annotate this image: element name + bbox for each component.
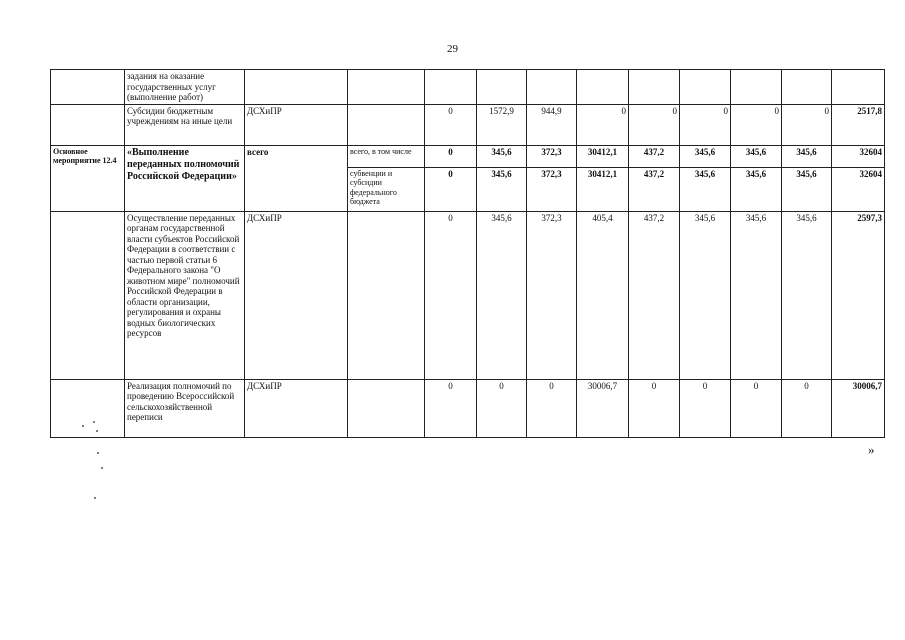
description-cell: задания на оказание государственных услуг (выполнение работ)	[125, 70, 245, 105]
value-cell	[731, 70, 782, 105]
budget-table	[50, 69, 885, 438]
source-cell	[348, 104, 425, 145]
value-cell: 345,6	[680, 211, 731, 379]
value-cell: 372,3	[527, 145, 577, 167]
source-cell	[348, 211, 425, 379]
value-cell: 345,6	[782, 145, 832, 167]
total-cell: 32604	[832, 145, 885, 167]
table-row	[51, 211, 885, 379]
value-cell: 0	[629, 104, 680, 145]
value-cell: 345,6	[680, 167, 731, 211]
value-cell: 345,6	[782, 211, 832, 379]
total-cell: 2597,3	[832, 211, 885, 379]
value-cell: 345,6	[477, 145, 527, 167]
value-cell: 372,3	[527, 211, 577, 379]
executor-cell: ДСХиПР	[245, 104, 348, 145]
value-cell: 372,3	[527, 167, 577, 211]
activity-code-cell: Основное мероприятие 12.4	[51, 145, 125, 211]
value-cell: 0	[680, 104, 731, 145]
value-cell: 0	[731, 379, 782, 437]
scan-speck	[96, 430, 98, 432]
value-cell: 0	[425, 167, 477, 211]
total-cell: 30006,7	[832, 379, 885, 437]
table-row	[51, 145, 885, 167]
value-cell: 0	[629, 379, 680, 437]
source-cell: субвенции и субсидии федерального бюджета	[348, 167, 425, 211]
value-cell: 345,6	[731, 167, 782, 211]
value-cell: 0	[425, 379, 477, 437]
table-row	[51, 379, 885, 437]
value-cell	[782, 70, 832, 105]
description-cell: Осуществление переданных органам государственной власти субъектов Российской Федерации в соответствии с частью первой статьи 6 Федерального закона "О животном мире" полномочий Российской Федерации в области организации, регулирования и охраны водных биологических ресурсов	[125, 211, 245, 379]
scan-speck	[97, 452, 99, 454]
total-cell: 2517,8	[832, 104, 885, 145]
value-cell: 0	[577, 104, 629, 145]
total-cell: 32604	[832, 167, 885, 211]
scan-speck	[101, 467, 103, 469]
table-row	[51, 70, 885, 105]
executor-cell: всего	[245, 145, 348, 211]
value-cell: 0	[425, 211, 477, 379]
source-cell	[348, 70, 425, 105]
source-cell	[348, 379, 425, 437]
value-cell: 0	[477, 379, 527, 437]
activity-title-cell: «Выполнение переданных полномочий Российской Федерации»	[125, 145, 245, 211]
value-cell: 405,4	[577, 211, 629, 379]
value-cell: 437,2	[629, 167, 680, 211]
value-cell: 30412,1	[577, 145, 629, 167]
value-cell: 0	[425, 145, 477, 167]
value-cell	[425, 70, 477, 105]
value-cell: 345,6	[782, 167, 832, 211]
value-cell: 30412,1	[577, 167, 629, 211]
code-cell	[51, 104, 125, 145]
value-cell	[629, 70, 680, 105]
value-cell: 437,2	[629, 145, 680, 167]
value-cell: 345,6	[680, 145, 731, 167]
value-cell: 0	[782, 379, 832, 437]
value-cell	[680, 70, 731, 105]
value-cell: 0	[425, 104, 477, 145]
value-cell: 0	[782, 104, 832, 145]
value-cell: 30006,7	[577, 379, 629, 437]
value-cell: 944,9	[527, 104, 577, 145]
value-cell: 1572,9	[477, 104, 527, 145]
description-cell: Реализация полномочий по проведению Всероссийской сельскохозяйственной переписи	[125, 379, 245, 437]
code-cell	[51, 379, 125, 437]
value-cell: 0	[731, 104, 782, 145]
value-cell	[577, 70, 629, 105]
value-cell: 437,2	[629, 211, 680, 379]
value-cell: 345,6	[731, 211, 782, 379]
value-cell	[477, 70, 527, 105]
executor-cell: ДСХиПР	[245, 211, 348, 379]
value-cell: 345,6	[477, 211, 527, 379]
scan-speck	[82, 425, 84, 427]
page-number: 29	[447, 43, 458, 55]
source-cell: всего, в том числе	[348, 145, 425, 167]
code-cell	[51, 211, 125, 379]
value-cell	[527, 70, 577, 105]
executor-cell: ДСХиПР	[245, 379, 348, 437]
table-row	[51, 104, 885, 145]
scan-speck	[94, 497, 96, 499]
scan-speck	[93, 421, 95, 423]
total-cell	[832, 70, 885, 105]
value-cell: 0	[527, 379, 577, 437]
description-cell: Субсидии бюджетным учреждениям на иные цели	[125, 104, 245, 145]
closing-quote-mark: »	[868, 442, 875, 457]
executor-cell	[245, 70, 348, 105]
value-cell: 345,6	[477, 167, 527, 211]
code-cell	[51, 70, 125, 105]
value-cell: 0	[680, 379, 731, 437]
value-cell: 345,6	[731, 145, 782, 167]
